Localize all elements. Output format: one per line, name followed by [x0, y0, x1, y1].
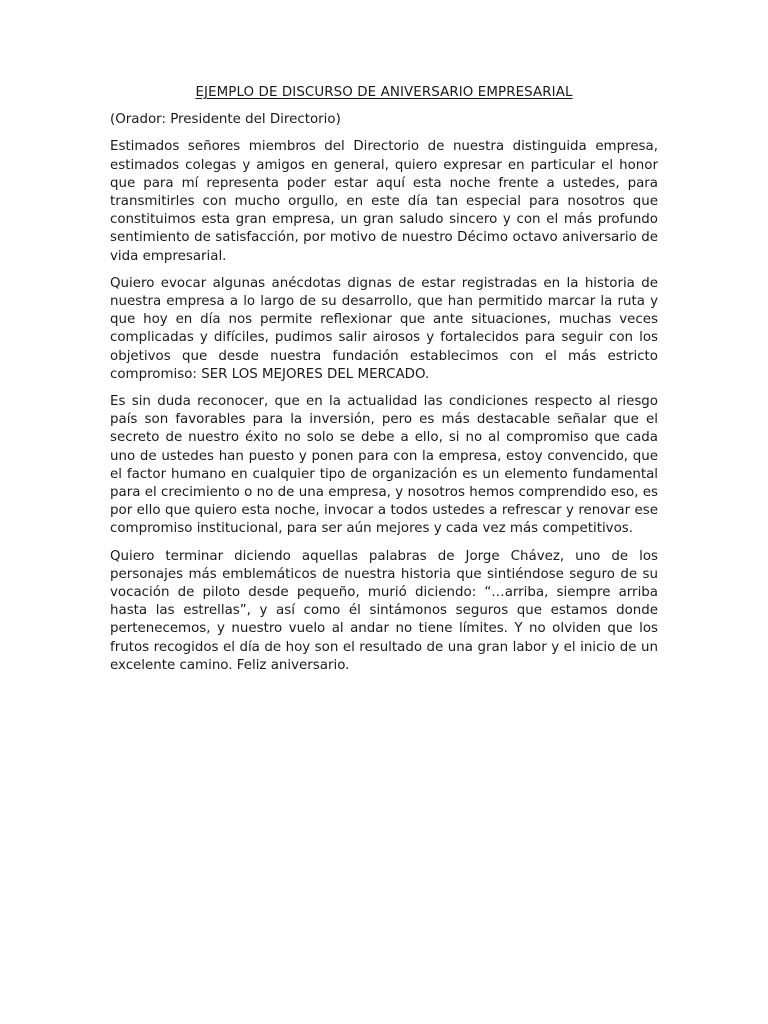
- document-body: [110, 84, 658, 684]
- document-title: EJEMPLO DE DISCURSO DE ANIVERSARIO EMPRESARIAL: [195, 85, 573, 100]
- paragraph-2: Quiero evocar algunas anécdotas dignas de estar registradas en la historia de nuestra empresa a lo largo de su desarrollo, que han permitido marcar la ruta y que hoy en día nos permite reflexionar que ante situaciones, muchas veces complicadas y difíciles, pudimos salir airosos y fortalecidos para seguir con los objetivos que desde nuestra fundación establecimos con el más estricto compromiso: SER LOS MEJORES DEL MERCADO.: [110, 275, 658, 382]
- paragraph-1: Estimados señores miembros del Directorio de nuestra distinguida empresa, estimados colegas y amigos en general, quiero expresar en particular el honor que para mí representa poder estar aquí esta noche frente a ustedes, para transmitirles con mucho orgullo, en este día tan especial para nosotros que constituimos esta gran empresa, un gran saludo sincero y con el más profundo sentimiento de satisfacción, por motivo de nuestro Décimo octavo aniversario de vida empresarial.: [110, 139, 658, 264]
- speaker-line: (Orador: Presidente del Directorio): [110, 112, 341, 128]
- paragraph-4: Quiero terminar diciendo aquellas palabras de Jorge Chávez, uno de los personajes más emblemáticos de nuestra historia que sintiéndose seguro de su vocación de piloto desde pequeño, murió diciendo: “…arriba, siempre arriba hasta las estrellas”, y así como él sintámonos seguros que estamos donde pertenecemos, y nuestro vuelo al andar no tiene límites. Y no olviden que los frutos recogidos el día de hoy son el resultado de una gran labor y el inicio de un excelente camino. Feliz aniversario.: [110, 548, 658, 673]
- paragraph-3: Es sin duda reconocer, que en la actualidad las condiciones respecto al riesgo país son favorables para la inversión, pero es más destacable señalar que el secreto de nuestro éxito no solo se debe a ello, si no al compromiso que cada uno de ustedes han puesto y ponen para con la empresa, estoy convencido, que el factor humano en cualquier tipo de organización es un elemento fundamental para el crecimiento o no de una empresa, y nosotros hemos comprendido eso, es por ello que quiero esta noche, invocar a todos ustedes a refrescar y renovar ese compromiso institucional, para ser aún mejores y cada vez más competitivos.: [110, 394, 658, 537]
